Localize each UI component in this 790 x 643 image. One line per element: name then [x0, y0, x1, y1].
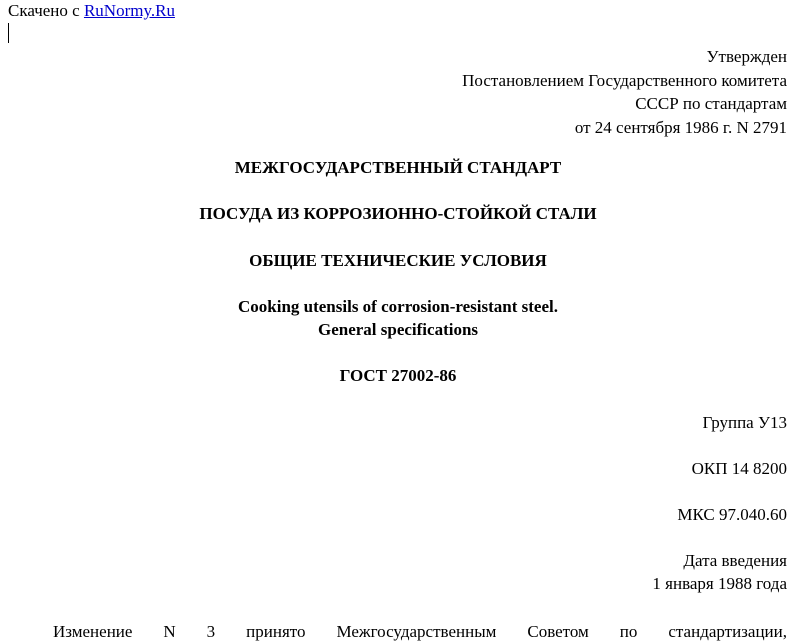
group-code: Группа У13	[702, 413, 787, 432]
downloaded-prefix: Скачено с	[8, 1, 80, 20]
runormy-link[interactable]: RuNormy.Ru	[83, 1, 175, 20]
okp-code: ОКП 14 8200	[691, 459, 787, 478]
text-cursor	[8, 23, 9, 43]
standard-type-heading: МЕЖГОСУДАРСТВЕННЫЙ СТАНДАРТ	[234, 158, 562, 177]
approval-line-2: Постановлением Государственного комитета	[462, 70, 787, 90]
approval-line-3: СССР по стандартам	[635, 94, 787, 113]
approval-block	[462, 45, 787, 139]
gost-number: ГОСТ 27002-86	[339, 366, 457, 385]
english-title-line-2: General specifications	[317, 320, 479, 339]
document-title: ПОСУДА ИЗ КОРРОЗИОННО-СТОЙКОЙ СТАЛИ	[199, 204, 597, 223]
effective-date-label: Дата введения	[683, 551, 787, 570]
approval-line-4: от 24 сентября 1986 г. N 2791	[574, 117, 787, 137]
effective-date-value: 1 января 1988 года	[652, 574, 787, 593]
source-line	[8, 1, 175, 21]
english-title-line-1: Cooking utensils of corrosion-resistant steel.	[237, 297, 558, 316]
mks-code: МКС 97.040.60	[677, 505, 787, 524]
document-subtitle: ОБЩИЕ ТЕХНИЧЕСКИЕ УСЛОВИЯ	[249, 251, 547, 270]
change-paragraph: Изменение N 3 принято Межгосударственным Советом по стандартизации,	[53, 622, 787, 641]
approval-line-1: Утвержден	[706, 47, 787, 66]
